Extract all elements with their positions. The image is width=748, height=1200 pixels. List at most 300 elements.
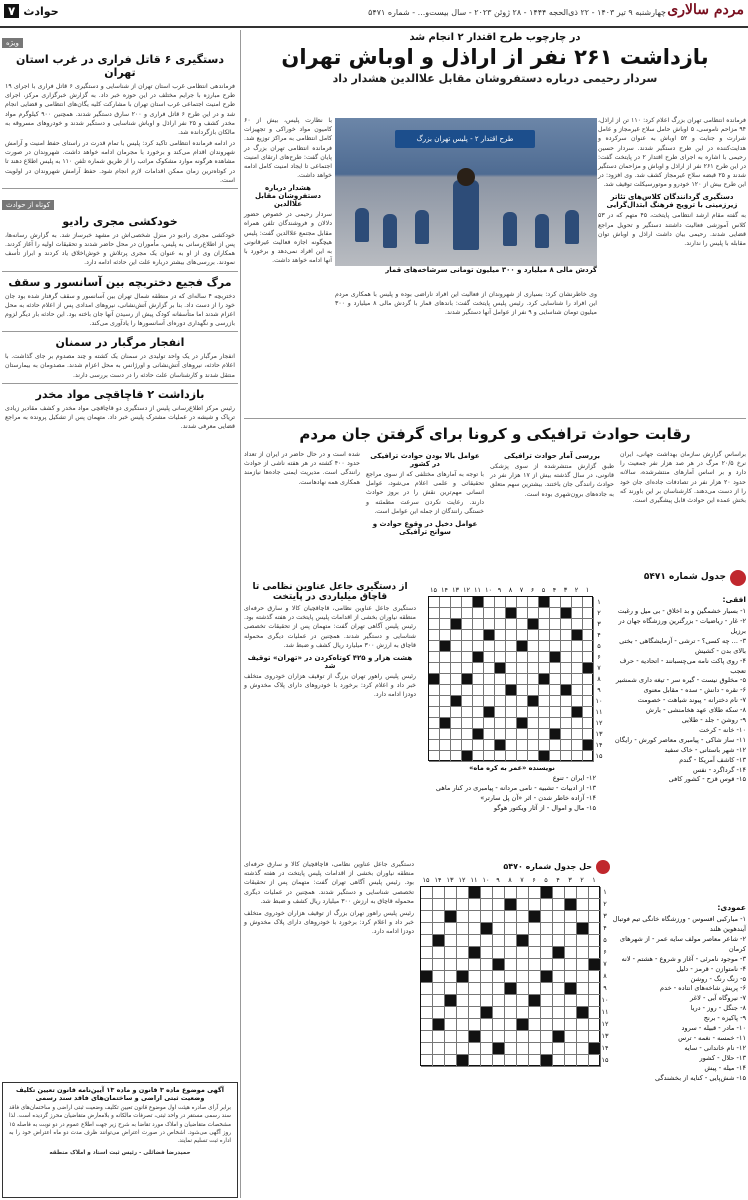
crossword-cell[interactable] bbox=[433, 1043, 445, 1055]
crossword-cell[interactable] bbox=[550, 751, 561, 762]
crossword-cell[interactable] bbox=[462, 652, 473, 663]
crossword-cell[interactable] bbox=[433, 971, 445, 983]
crossword-cell[interactable] bbox=[493, 923, 505, 935]
crossword-cell[interactable] bbox=[433, 911, 445, 923]
crossword-cell[interactable] bbox=[528, 597, 539, 608]
crossword-cell[interactable] bbox=[517, 707, 528, 718]
crossword-cell[interactable] bbox=[553, 959, 565, 971]
crossword-cell[interactable] bbox=[469, 935, 481, 947]
crossword-cell[interactable] bbox=[473, 707, 484, 718]
crossword-cell[interactable] bbox=[572, 663, 583, 674]
crossword-cell[interactable] bbox=[473, 718, 484, 729]
crossword-cell[interactable] bbox=[505, 1043, 517, 1055]
crossword-cell[interactable] bbox=[517, 1007, 529, 1019]
crossword-cell[interactable] bbox=[565, 947, 577, 959]
crossword-cell[interactable] bbox=[495, 630, 506, 641]
crossword-cell[interactable] bbox=[445, 887, 457, 899]
crossword-cell[interactable] bbox=[445, 1055, 457, 1067]
crossword-cell[interactable] bbox=[469, 959, 481, 971]
crossword-cell[interactable] bbox=[429, 696, 440, 707]
crossword-cell[interactable] bbox=[469, 971, 481, 983]
crossword-cell[interactable] bbox=[517, 995, 529, 1007]
crossword-cell[interactable] bbox=[550, 608, 561, 619]
crossword-cell[interactable] bbox=[445, 1031, 457, 1043]
crossword-cell[interactable] bbox=[561, 630, 572, 641]
crossword-cell[interactable] bbox=[539, 663, 550, 674]
crossword-cell[interactable] bbox=[495, 685, 506, 696]
crossword-cell[interactable] bbox=[528, 652, 539, 663]
crossword-cell[interactable] bbox=[433, 899, 445, 911]
crossword-cell[interactable] bbox=[539, 696, 550, 707]
crossword-cell[interactable] bbox=[451, 718, 462, 729]
crossword-cell[interactable] bbox=[539, 718, 550, 729]
crossword-cell[interactable] bbox=[528, 718, 539, 729]
crossword-cell[interactable] bbox=[451, 641, 462, 652]
crossword-cell[interactable] bbox=[541, 1043, 553, 1055]
crossword-cell[interactable] bbox=[529, 1055, 541, 1067]
crossword-cell[interactable] bbox=[462, 740, 473, 751]
crossword-cell[interactable] bbox=[493, 887, 505, 899]
crossword-cell[interactable] bbox=[550, 663, 561, 674]
crossword-cell[interactable] bbox=[561, 696, 572, 707]
crossword-cell[interactable] bbox=[429, 740, 440, 751]
traffic-headline[interactable]: رقابت حوادث ترافیکی و کرونا برای گرفتن جان مردم bbox=[299, 425, 691, 443]
crossword-cell[interactable] bbox=[583, 696, 594, 707]
crossword-cell[interactable] bbox=[529, 983, 541, 995]
crossword-cell[interactable] bbox=[517, 663, 528, 674]
police-headline[interactable]: از دستگیری جاعل عناوین نظامی تا قاچاق میلیاردی در پایتخت bbox=[252, 582, 408, 602]
crossword-cell[interactable] bbox=[445, 959, 457, 971]
crossword-cell[interactable] bbox=[583, 630, 594, 641]
crossword-cell[interactable] bbox=[577, 1055, 589, 1067]
crossword-cell[interactable] bbox=[457, 899, 469, 911]
crossword-cell[interactable] bbox=[429, 718, 440, 729]
crossword-cell[interactable] bbox=[421, 1043, 433, 1055]
crossword-cell[interactable] bbox=[517, 983, 529, 995]
crossword-cell[interactable] bbox=[451, 740, 462, 751]
crossword-cell[interactable] bbox=[561, 674, 572, 685]
crossword-cell[interactable] bbox=[577, 1043, 589, 1055]
crossword-cell[interactable] bbox=[565, 887, 577, 899]
crossword-cell[interactable] bbox=[440, 696, 451, 707]
crossword-cell[interactable] bbox=[505, 1007, 517, 1019]
crossword-cell[interactable] bbox=[572, 652, 583, 663]
crossword-cell[interactable] bbox=[565, 995, 577, 1007]
crossword-cell[interactable] bbox=[493, 911, 505, 923]
crossword-cell[interactable] bbox=[440, 608, 451, 619]
crossword-cell[interactable] bbox=[517, 1055, 529, 1067]
crossword-cell[interactable] bbox=[529, 959, 541, 971]
crossword-cell[interactable] bbox=[529, 1007, 541, 1019]
crossword-cell[interactable] bbox=[528, 663, 539, 674]
crossword-cell[interactable] bbox=[473, 751, 484, 762]
crossword-cell[interactable] bbox=[445, 1007, 457, 1019]
crossword-cell[interactable] bbox=[469, 1055, 481, 1067]
crossword-cell[interactable] bbox=[495, 597, 506, 608]
crossword-cell[interactable] bbox=[433, 947, 445, 959]
crossword-cell[interactable] bbox=[445, 923, 457, 935]
crossword-cell[interactable] bbox=[539, 619, 550, 630]
crossword-cell[interactable] bbox=[553, 995, 565, 1007]
crossword-cell[interactable] bbox=[481, 1055, 493, 1067]
crossword-cell[interactable] bbox=[577, 1031, 589, 1043]
crossword-cell[interactable] bbox=[457, 995, 469, 1007]
crossword-cell[interactable] bbox=[462, 619, 473, 630]
crossword-cell[interactable] bbox=[421, 935, 433, 947]
crossword-cell[interactable] bbox=[541, 923, 553, 935]
crossword-cell[interactable] bbox=[529, 1019, 541, 1031]
crossword-cell[interactable] bbox=[517, 685, 528, 696]
crossword-cell[interactable] bbox=[517, 729, 528, 740]
headline-explosion[interactable]: انفجار مرگبار در سمنان bbox=[55, 336, 185, 350]
crossword-cell[interactable] bbox=[529, 887, 541, 899]
crossword-cell[interactable] bbox=[484, 619, 495, 630]
crossword-cell[interactable] bbox=[517, 1043, 529, 1055]
crossword-cell[interactable] bbox=[451, 597, 462, 608]
crossword-cell[interactable] bbox=[529, 971, 541, 983]
crossword-cell[interactable] bbox=[473, 619, 484, 630]
crossword-cell[interactable] bbox=[583, 751, 594, 762]
crossword-cell[interactable] bbox=[493, 899, 505, 911]
crossword-cell[interactable] bbox=[561, 751, 572, 762]
crossword-cell[interactable] bbox=[506, 597, 517, 608]
crossword-cell[interactable] bbox=[433, 983, 445, 995]
crossword-cell[interactable] bbox=[505, 1019, 517, 1031]
crossword-cell[interactable] bbox=[481, 971, 493, 983]
crossword-cell[interactable] bbox=[553, 983, 565, 995]
crossword-cell[interactable] bbox=[421, 1031, 433, 1043]
crossword-cell[interactable] bbox=[451, 608, 462, 619]
crossword-cell[interactable] bbox=[528, 751, 539, 762]
crossword-cell[interactable] bbox=[445, 899, 457, 911]
crossword-cell[interactable] bbox=[583, 729, 594, 740]
crossword-cell[interactable] bbox=[550, 630, 561, 641]
crossword-cell[interactable] bbox=[539, 707, 550, 718]
crossword-cell[interactable] bbox=[484, 729, 495, 740]
crossword-cell[interactable] bbox=[421, 1055, 433, 1067]
crossword-cell[interactable] bbox=[457, 1019, 469, 1031]
crossword-cell[interactable] bbox=[433, 995, 445, 1007]
crossword-cell[interactable] bbox=[505, 923, 517, 935]
crossword-cell[interactable] bbox=[550, 597, 561, 608]
crossword-cell[interactable] bbox=[572, 751, 583, 762]
crossword-cell[interactable] bbox=[484, 608, 495, 619]
crossword-cell[interactable] bbox=[583, 652, 594, 663]
crossword-cell[interactable] bbox=[493, 1019, 505, 1031]
crossword-cell[interactable] bbox=[565, 1043, 577, 1055]
crossword-cell[interactable] bbox=[528, 608, 539, 619]
crossword-cell[interactable] bbox=[577, 995, 589, 1007]
crossword-cell[interactable] bbox=[440, 707, 451, 718]
crossword-cell[interactable] bbox=[506, 718, 517, 729]
crossword-cell[interactable] bbox=[481, 983, 493, 995]
crossword-cell[interactable] bbox=[421, 899, 433, 911]
crossword-cell[interactable] bbox=[451, 652, 462, 663]
crossword-cell[interactable] bbox=[577, 935, 589, 947]
crossword-cell[interactable] bbox=[550, 707, 561, 718]
crossword-cell[interactable] bbox=[541, 1019, 553, 1031]
crossword-grid[interactable] bbox=[428, 596, 593, 761]
crossword-cell[interactable] bbox=[462, 630, 473, 641]
crossword-cell[interactable] bbox=[506, 630, 517, 641]
crossword-cell[interactable] bbox=[493, 971, 505, 983]
crossword-cell[interactable] bbox=[572, 740, 583, 751]
crossword-cell[interactable] bbox=[517, 899, 529, 911]
crossword-cell[interactable] bbox=[469, 995, 481, 1007]
crossword-cell[interactable] bbox=[421, 983, 433, 995]
crossword-cell[interactable] bbox=[506, 729, 517, 740]
crossword-cell[interactable] bbox=[539, 729, 550, 740]
crossword-cell[interactable] bbox=[572, 685, 583, 696]
crossword-cell[interactable] bbox=[553, 1007, 565, 1019]
crossword-cell[interactable] bbox=[528, 729, 539, 740]
crossword-cell[interactable] bbox=[506, 652, 517, 663]
crossword-cell[interactable] bbox=[553, 971, 565, 983]
crossword-cell[interactable] bbox=[493, 935, 505, 947]
crossword-cell[interactable] bbox=[577, 899, 589, 911]
crossword-cell[interactable] bbox=[462, 641, 473, 652]
crossword-cell[interactable] bbox=[473, 641, 484, 652]
crossword-cell[interactable] bbox=[565, 1007, 577, 1019]
crossword-cell[interactable] bbox=[517, 740, 528, 751]
crossword-cell[interactable] bbox=[517, 911, 529, 923]
crossword-cell[interactable] bbox=[517, 619, 528, 630]
crossword-cell[interactable] bbox=[457, 959, 469, 971]
crossword-cell[interactable] bbox=[517, 887, 529, 899]
headline-radio[interactable]: خودکشی مجری رادیو bbox=[62, 214, 178, 228]
crossword-cell[interactable] bbox=[481, 995, 493, 1007]
crossword-cell[interactable] bbox=[583, 641, 594, 652]
crossword-cell[interactable] bbox=[451, 630, 462, 641]
crossword-cell[interactable] bbox=[572, 729, 583, 740]
crossword-cell[interactable] bbox=[517, 971, 529, 983]
crossword-cell[interactable] bbox=[539, 685, 550, 696]
crossword-cell[interactable] bbox=[583, 674, 594, 685]
crossword-cell[interactable] bbox=[541, 911, 553, 923]
crossword-cell[interactable] bbox=[495, 718, 506, 729]
crossword-cell[interactable] bbox=[462, 718, 473, 729]
crossword-cell[interactable] bbox=[445, 935, 457, 947]
crossword-cell[interactable] bbox=[565, 1055, 577, 1067]
crossword-cell[interactable] bbox=[577, 911, 589, 923]
crossword-cell[interactable] bbox=[484, 685, 495, 696]
crossword-cell[interactable] bbox=[462, 663, 473, 674]
crossword-cell[interactable] bbox=[541, 899, 553, 911]
crossword-cell[interactable] bbox=[550, 674, 561, 685]
crossword-cell[interactable] bbox=[505, 1031, 517, 1043]
crossword-cell[interactable] bbox=[529, 899, 541, 911]
crossword-cell[interactable] bbox=[505, 1055, 517, 1067]
crossword-cell[interactable] bbox=[493, 983, 505, 995]
crossword-cell[interactable] bbox=[451, 751, 462, 762]
crossword-cell[interactable] bbox=[541, 1007, 553, 1019]
crossword-cell[interactable] bbox=[565, 971, 577, 983]
crossword-cell[interactable] bbox=[440, 751, 451, 762]
crossword-cell[interactable] bbox=[517, 652, 528, 663]
crossword-cell[interactable] bbox=[457, 1007, 469, 1019]
crossword-cell[interactable] bbox=[495, 608, 506, 619]
crossword-cell[interactable] bbox=[457, 923, 469, 935]
crossword-cell[interactable] bbox=[528, 674, 539, 685]
crossword-cell[interactable] bbox=[484, 696, 495, 707]
crossword-cell[interactable] bbox=[583, 685, 594, 696]
crossword-cell[interactable] bbox=[457, 947, 469, 959]
crossword-cell[interactable] bbox=[565, 959, 577, 971]
crossword-cell[interactable] bbox=[440, 740, 451, 751]
crossword-cell[interactable] bbox=[565, 911, 577, 923]
crossword-cell[interactable] bbox=[583, 707, 594, 718]
crossword-cell[interactable] bbox=[517, 959, 529, 971]
crossword-cell[interactable] bbox=[445, 983, 457, 995]
crossword-cell[interactable] bbox=[561, 729, 572, 740]
crossword-cell[interactable] bbox=[421, 1019, 433, 1031]
crossword-cell[interactable] bbox=[565, 935, 577, 947]
crossword-cell[interactable] bbox=[572, 619, 583, 630]
crossword-cell[interactable] bbox=[469, 1019, 481, 1031]
crossword-cell[interactable] bbox=[553, 911, 565, 923]
crossword-cell[interactable] bbox=[541, 959, 553, 971]
crossword-cell[interactable] bbox=[553, 923, 565, 935]
crossword-cell[interactable] bbox=[473, 608, 484, 619]
crossword-cell[interactable] bbox=[473, 696, 484, 707]
crossword-cell[interactable] bbox=[506, 641, 517, 652]
crossword-cell[interactable] bbox=[577, 983, 589, 995]
crossword-cell[interactable] bbox=[481, 899, 493, 911]
crossword-cell[interactable] bbox=[565, 1019, 577, 1031]
crossword-cell[interactable] bbox=[481, 1043, 493, 1055]
crossword-cell[interactable] bbox=[577, 887, 589, 899]
crossword-cell[interactable] bbox=[457, 935, 469, 947]
crossword-cell[interactable] bbox=[493, 1007, 505, 1019]
crossword-cell[interactable] bbox=[572, 674, 583, 685]
crossword-cell[interactable] bbox=[440, 652, 451, 663]
crossword-cell[interactable] bbox=[541, 995, 553, 1007]
crossword-cell[interactable] bbox=[445, 971, 457, 983]
crossword-cell[interactable] bbox=[565, 923, 577, 935]
crossword-cell[interactable] bbox=[440, 674, 451, 685]
crossword-cell[interactable] bbox=[539, 641, 550, 652]
crossword-cell[interactable] bbox=[561, 663, 572, 674]
crossword-cell[interactable] bbox=[433, 959, 445, 971]
crossword-cell[interactable] bbox=[462, 597, 473, 608]
crossword-cell[interactable] bbox=[505, 971, 517, 983]
crossword-cell[interactable] bbox=[539, 630, 550, 641]
crossword-cell[interactable] bbox=[517, 923, 529, 935]
crossword-cell[interactable] bbox=[572, 597, 583, 608]
crossword-cell[interactable] bbox=[561, 597, 572, 608]
crossword-cell[interactable] bbox=[440, 619, 451, 630]
crossword-cell[interactable] bbox=[550, 718, 561, 729]
crossword-cell[interactable] bbox=[421, 1007, 433, 1019]
crossword-cell[interactable] bbox=[429, 597, 440, 608]
crossword-cell[interactable] bbox=[495, 674, 506, 685]
crossword-cell[interactable] bbox=[505, 887, 517, 899]
crossword-cell[interactable] bbox=[529, 1031, 541, 1043]
crossword-cell[interactable] bbox=[429, 652, 440, 663]
crossword-cell[interactable] bbox=[451, 685, 462, 696]
crossword-cell[interactable] bbox=[473, 630, 484, 641]
crossword-cell[interactable] bbox=[481, 887, 493, 899]
crossword-cell[interactable] bbox=[495, 751, 506, 762]
crossword-cell[interactable] bbox=[561, 641, 572, 652]
crossword-cell[interactable] bbox=[550, 685, 561, 696]
crossword-cell[interactable] bbox=[506, 663, 517, 674]
crossword-cell[interactable] bbox=[505, 947, 517, 959]
crossword-cell[interactable] bbox=[433, 887, 445, 899]
crossword-cell[interactable] bbox=[528, 707, 539, 718]
crossword-cell[interactable] bbox=[429, 729, 440, 740]
crossword-cell[interactable] bbox=[457, 983, 469, 995]
crossword-cell[interactable] bbox=[429, 663, 440, 674]
crossword-cell[interactable] bbox=[505, 935, 517, 947]
crossword-cell[interactable] bbox=[495, 619, 506, 630]
crossword-cell[interactable] bbox=[421, 911, 433, 923]
crossword-cell[interactable] bbox=[462, 685, 473, 696]
crossword-cell[interactable] bbox=[561, 619, 572, 630]
crossword-cell[interactable] bbox=[553, 1043, 565, 1055]
crossword-cell[interactable] bbox=[481, 935, 493, 947]
crossword-cell[interactable] bbox=[550, 740, 561, 751]
crossword-cell[interactable] bbox=[517, 630, 528, 641]
crossword-cell[interactable] bbox=[473, 740, 484, 751]
crossword-cell[interactable] bbox=[469, 911, 481, 923]
headline-killers[interactable]: دستگیری ۶ قاتل فراری در غرب استان تهران bbox=[16, 53, 224, 79]
crossword-cell[interactable] bbox=[529, 923, 541, 935]
crossword-cell[interactable] bbox=[484, 597, 495, 608]
crossword-cell[interactable] bbox=[517, 597, 528, 608]
crossword-cell[interactable] bbox=[457, 887, 469, 899]
crossword-cell[interactable] bbox=[517, 674, 528, 685]
crossword-cell[interactable] bbox=[473, 663, 484, 674]
crossword-cell[interactable] bbox=[572, 641, 583, 652]
crossword-cell[interactable] bbox=[484, 740, 495, 751]
crossword-cell[interactable] bbox=[506, 707, 517, 718]
crossword-cell[interactable] bbox=[577, 959, 589, 971]
crossword-cell[interactable] bbox=[421, 959, 433, 971]
crossword-cell[interactable] bbox=[457, 1031, 469, 1043]
crossword-cell[interactable] bbox=[495, 652, 506, 663]
crossword-cell[interactable] bbox=[561, 652, 572, 663]
crossword-cell[interactable] bbox=[493, 947, 505, 959]
crossword-cell[interactable] bbox=[484, 652, 495, 663]
crossword-cell[interactable] bbox=[469, 899, 481, 911]
crossword-cell[interactable] bbox=[541, 935, 553, 947]
crossword-cell[interactable] bbox=[495, 707, 506, 718]
crossword-cell[interactable] bbox=[429, 630, 440, 641]
crossword-cell[interactable] bbox=[553, 899, 565, 911]
crossword-cell[interactable] bbox=[433, 1031, 445, 1043]
crossword-cell[interactable] bbox=[506, 751, 517, 762]
crossword-cell[interactable] bbox=[541, 1031, 553, 1043]
crossword-cell[interactable] bbox=[429, 751, 440, 762]
crossword-cell[interactable] bbox=[469, 983, 481, 995]
crossword-cell[interactable] bbox=[481, 1019, 493, 1031]
crossword-cell[interactable] bbox=[433, 923, 445, 935]
crossword-cell[interactable] bbox=[572, 718, 583, 729]
crossword-cell[interactable] bbox=[429, 608, 440, 619]
crossword-cell[interactable] bbox=[495, 729, 506, 740]
crossword-cell[interactable] bbox=[517, 751, 528, 762]
crossword-cell[interactable] bbox=[539, 608, 550, 619]
crossword-cell[interactable] bbox=[481, 947, 493, 959]
crossword-cell[interactable] bbox=[440, 630, 451, 641]
crossword-cell[interactable] bbox=[462, 608, 473, 619]
crossword-cell[interactable] bbox=[539, 652, 550, 663]
crossword-cell[interactable] bbox=[421, 995, 433, 1007]
headline-smugglers[interactable]: بازداشت ۲ قاچاقچی مواد مخدر bbox=[35, 387, 205, 401]
crossword-cell[interactable] bbox=[505, 911, 517, 923]
headline-elevator[interactable]: مرگ فجیع دختربچه بین آسانسور و سقف bbox=[8, 275, 232, 289]
